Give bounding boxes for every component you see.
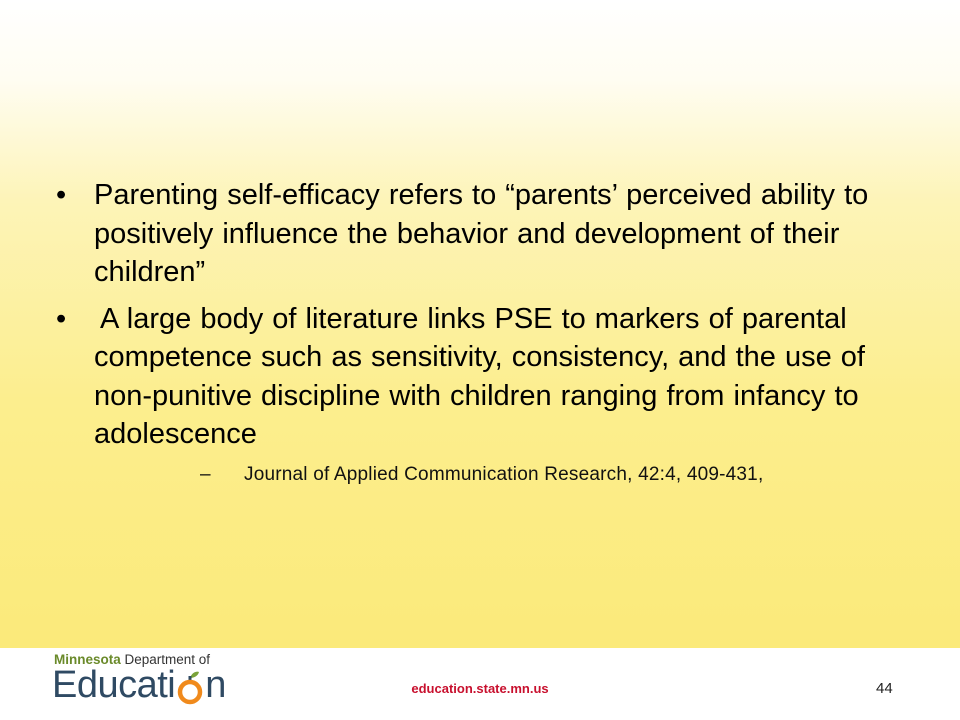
logo-education-start: Educati (52, 664, 176, 706)
bullet-item (56, 300, 886, 454)
logo-education-end: n (205, 664, 226, 706)
bullet-item (56, 176, 886, 292)
citation (56, 462, 886, 488)
footer-url[interactable]: education.state.mn.us (411, 681, 549, 696)
logo-department-of: Department of (120, 652, 211, 667)
bullet-text: A large body of literature links PSE to markers of parental competence such as sensitivity, consistency, and the use of non-punitive discipline with children ranging from infancy to adolescence (94, 302, 865, 450)
bullet-text: Parenting self-efficacy refers to “parents’ perceived ability to positively influence the behavior and development of their children” (94, 179, 869, 288)
citation-text: Journal of Applied Communication Research, 42:4, 409-431, (244, 463, 764, 485)
slide-content (56, 176, 886, 488)
bullet-marker: • (56, 302, 67, 335)
logo-minnesota: Minnesota (54, 652, 121, 667)
page-number: 44 (876, 680, 893, 697)
citation-dash: – (200, 463, 211, 485)
bullet-marker: • (56, 179, 67, 211)
